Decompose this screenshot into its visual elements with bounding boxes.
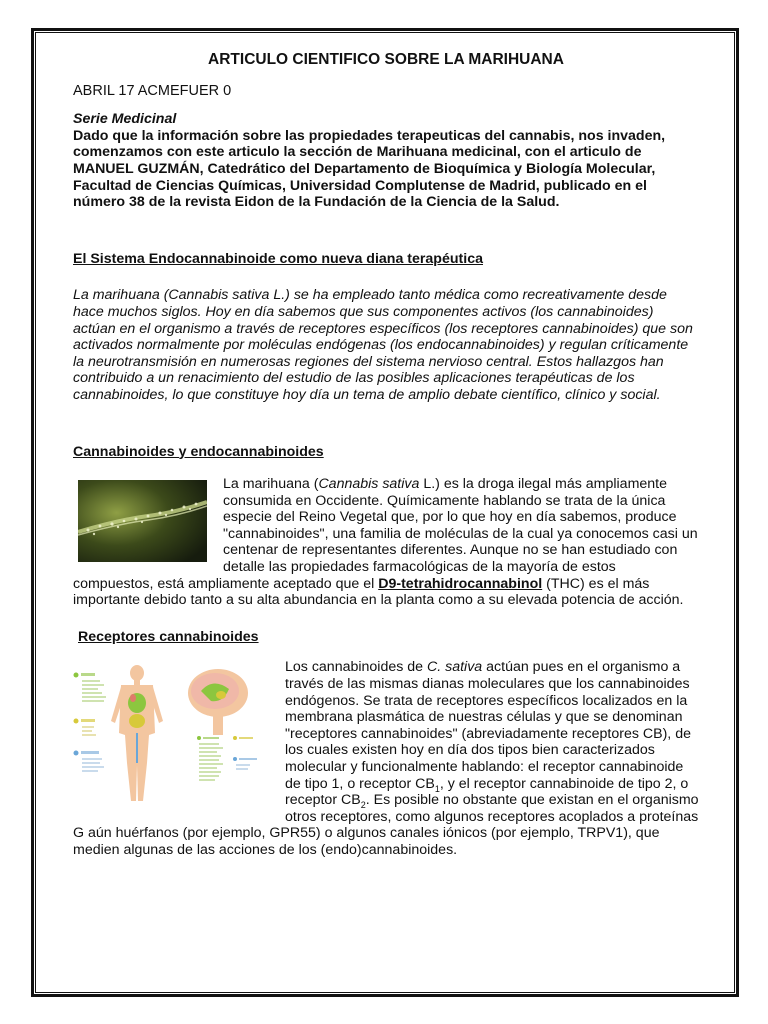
section3-text-a: Los cannabinoides de bbox=[285, 659, 427, 676]
intro-paragraph: Dado que la información sobre las propiedades terapeuticas del cannabis, nos invaden, comenzamos con este articulo la sección de Marihuana medicinal, con el articulo de MANUEL GUZMÁN, Catedrático del Departamento de Bioquímica y Biología Molecular, Facultad de Ciencias Químicas, Universidad Complutense de Madrid, publicado en el número 38 de la revista Eidon de la Fundación de la Ciencia de la Salud. bbox=[73, 127, 666, 211]
section-heading-cannabinoids: Cannabinoides y endocannabinoides bbox=[73, 443, 324, 460]
receptor-distribution-diagram bbox=[73, 663, 271, 805]
section3-block bbox=[73, 659, 699, 858]
cb2-subscript: 2 bbox=[360, 800, 366, 811]
thc-link[interactable]: D9-tetrahidrocannabinol bbox=[378, 575, 543, 592]
section2-text-a: La marihuana ( bbox=[223, 476, 319, 493]
cannabis-plant-image bbox=[78, 480, 207, 562]
section2-block bbox=[73, 476, 699, 609]
section3-text-b: actúan pues en el organismo a través de las mismas dianas moleculares que los cannabinoides endógenos. Se trata de receptores específicos localizados en la membrana plasmática de nuestras células y que se denominan "receptores cannabinoides" (abreviadamente receptores CB), de los cuales existen hoy en día dos tipos bien caracterizados molecular y funcionalmente hablando: el receptor cannabinoide de tipo 1, o receptor CB bbox=[285, 659, 691, 792]
cb1-subscript: 1 bbox=[434, 783, 440, 794]
section2-species-name: Cannabis sativa bbox=[318, 476, 420, 493]
section2-text-b: L.) es la droga ilegal más ampliamente consumida en Occidente. Químicamente hablando se trata de la única especie del Reino Vegetal que, por lo que hoy en día sabemos, produce "cannabinoides", una familia de moléculas de la cual ya conocemos casi un centenar de representantes diferentes. Aunque no se han estudiado con detalle las propiedades farmacológicas de la mayoría de estos compuestos, está ampliamente aceptado que el bbox=[73, 476, 698, 592]
series-label: Serie Medicinal bbox=[73, 111, 177, 128]
brain-figure bbox=[188, 669, 248, 735]
article-title: ARTICULO CIENTIFICO SOBRE LA MARIHUANA bbox=[208, 51, 564, 68]
diagram-legend-left bbox=[74, 673, 107, 773]
section2-text-c: (THC) es el más importante debido tanto a su alta abundancia en la planta como a su elevada potencia de acción. bbox=[73, 575, 684, 609]
human-body-figure bbox=[111, 665, 163, 801]
section-heading-receptors: Receptores cannabinoides bbox=[78, 628, 259, 645]
section-heading-endocannabinoid-system: El Sistema Endocannabinoide como nueva diana terapéutica bbox=[73, 250, 483, 267]
date-line: ABRIL 17 ACMEFUER 0 bbox=[73, 82, 232, 99]
section3-text-d: . Es posible no obstante que existan en el organismo otros receptores, como algunos receptores acoplados a proteínas G aún huérfanos (por ejemplo, GPR55) o algunos canales iónicos (por ejemplo, TRPV1), que medien algunas de las acciones de los (endo)cannabinoides. bbox=[73, 792, 699, 858]
section1-paragraph: La marihuana (Cannabis sativa L.) se ha empleado tanto médica como recreativamente desde hace muchos siglos. Hoy en día sabemos que sus componentes activos (los cannabinoides) actúan en el organismo a través de receptores específicos (los receptores cannabinoides) que son activados normalmente por moléculas endógenas (los endocannabinoides) y regulan críticamente la neurotransmisión en numerosas regiones del sistema nervioso central. Estos hallazgos han contribuido a un renacimiento del estudio de las posibles aplicaciones terapéuticas de los cannabinoides, lo que constituye hoy día un tema de amplio debate científico, clínico y social. bbox=[73, 287, 693, 403]
diagram-legend-right bbox=[197, 736, 257, 781]
section3-text-c: , y el receptor cannabinoide de tipo 2, o receptor CB bbox=[285, 775, 689, 809]
article-content bbox=[73, 52, 699, 859]
section3-species-name: C. sativa bbox=[427, 659, 483, 676]
